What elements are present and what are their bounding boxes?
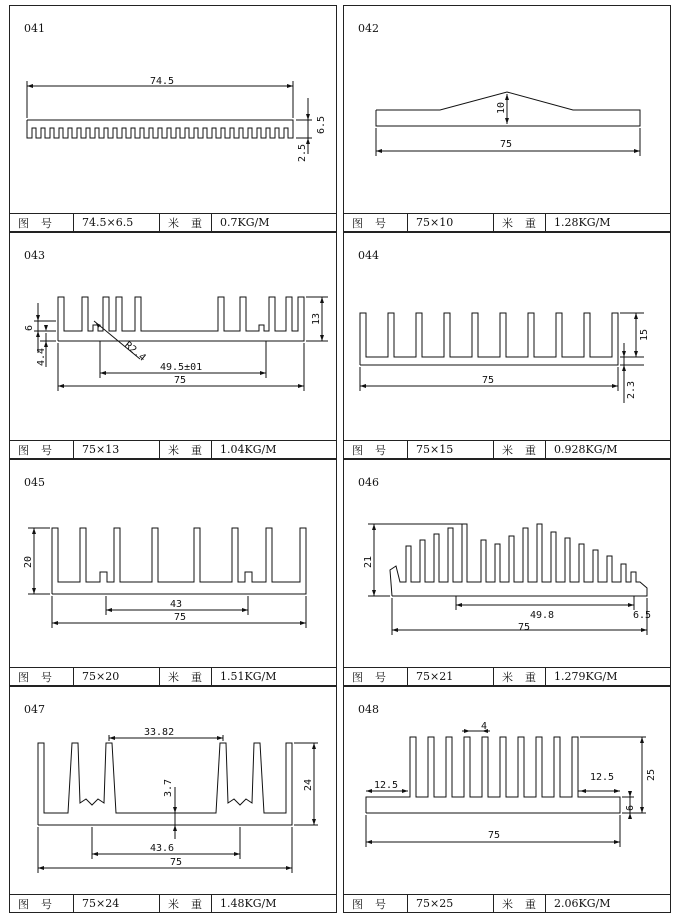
figure-label: 图号 [344, 441, 408, 458]
size-value: 75×21 [408, 668, 494, 685]
weight-label: 米重 [160, 668, 212, 685]
figure-label: 图号 [10, 668, 74, 685]
figure-number: 047 [24, 703, 45, 716]
dim-75: 75 [174, 375, 187, 386]
panel-042 [343, 5, 671, 232]
panel-046 [343, 459, 671, 686]
footer [344, 213, 670, 231]
footer [344, 894, 670, 912]
dim-24: 24 [303, 778, 314, 791]
dim-width: 75 [482, 375, 495, 386]
size-value: 75×24 [74, 895, 160, 912]
weight-value: 0.928KG/M [554, 443, 618, 456]
figure-number: 048 [358, 703, 379, 716]
profile-drawing-043 [10, 233, 336, 443]
panel-047 [9, 686, 337, 913]
profile-drawing-048 [344, 687, 670, 897]
dim-4.4: 4.4 [36, 347, 47, 366]
footer [10, 894, 336, 912]
dim-12.5-right: 12.5 [590, 772, 615, 783]
weight-label: 米重 [160, 895, 212, 912]
dim-6.5: 6.5 [633, 610, 652, 621]
dim-75: 75 [488, 830, 501, 841]
dim-height: 15 [639, 328, 650, 341]
weight-value: 1.04KG/M [220, 443, 277, 456]
profile-drawing-046 [344, 460, 670, 670]
size-value: 75×10 [408, 214, 494, 231]
weight-label: 米重 [494, 441, 546, 458]
panel-048 [343, 686, 671, 913]
figure-number: 041 [24, 22, 45, 35]
dim-49.5: 49.5±01 [160, 362, 203, 373]
profile-drawing-045 [10, 460, 336, 670]
dim-75: 75 [170, 857, 183, 868]
dim-75: 75 [518, 622, 531, 633]
weight-label: 米重 [494, 214, 546, 231]
weight-label: 米重 [160, 214, 212, 231]
dim-43.6: 43.6 [150, 843, 175, 854]
dim-6: 6 [24, 324, 35, 331]
dim-13: 13 [311, 312, 322, 325]
dim-height: 21 [363, 555, 374, 568]
footer [10, 667, 336, 685]
panel-041 [9, 5, 337, 232]
figure-label: 图号 [10, 214, 74, 231]
panel-043 [9, 232, 337, 459]
weight-value: 1.28KG/M [554, 216, 611, 229]
figure-number: 044 [358, 249, 379, 262]
dim-height: 20 [23, 555, 34, 568]
dim-75: 75 [174, 612, 187, 623]
size-value: 75×25 [408, 895, 494, 912]
dim-base: 2.3 [626, 380, 637, 399]
dim-radius: R2.4 [122, 339, 148, 364]
dim-3.7: 3.7 [163, 778, 174, 797]
dim-width: 74.5 [150, 76, 175, 87]
profile-drawing-047 [10, 687, 336, 897]
footer [10, 213, 336, 231]
dim-width: 75 [500, 139, 513, 150]
weight-label: 米重 [494, 895, 546, 912]
weight-label: 米重 [160, 441, 212, 458]
footer [344, 667, 670, 685]
dim-4: 4 [481, 721, 488, 732]
figure-label: 图号 [10, 895, 74, 912]
figure-number: 046 [358, 476, 379, 489]
profile-drawing-044 [344, 233, 670, 443]
dim-12.5-left: 12.5 [374, 780, 399, 791]
dim-height: 10 [496, 101, 507, 114]
figure-label: 图号 [344, 214, 408, 231]
weight-value: 0.7KG/M [220, 216, 270, 229]
figure-label: 图号 [344, 895, 408, 912]
footer [344, 440, 670, 458]
dim-base: 2.5 [297, 143, 308, 162]
dim-6: 6 [625, 804, 636, 811]
panel-044 [343, 232, 671, 459]
figure-number: 045 [24, 476, 45, 489]
weight-label: 米重 [494, 668, 546, 685]
weight-value: 2.06KG/M [554, 897, 611, 910]
figure-label: 图号 [344, 668, 408, 685]
dim-25: 25 [646, 768, 657, 781]
size-value: 75×15 [408, 441, 494, 458]
profile-drawing-041 [10, 6, 336, 216]
figure-number: 042 [358, 22, 379, 35]
figure-number: 043 [24, 249, 45, 262]
dim-height: 6.5 [316, 115, 327, 134]
dim-49.8: 49.8 [530, 610, 555, 621]
dim-43: 43 [170, 599, 183, 610]
size-value: 75×20 [74, 668, 160, 685]
figure-label: 图号 [10, 441, 74, 458]
weight-value: 1.279KG/M [554, 670, 618, 683]
profile-drawing-042 [344, 6, 670, 216]
weight-value: 1.48KG/M [220, 897, 277, 910]
size-value: 75×13 [74, 441, 160, 458]
footer [10, 440, 336, 458]
dim-33.82: 33.82 [144, 727, 175, 738]
panel-045 [9, 459, 337, 686]
size-value: 74.5×6.5 [74, 214, 160, 231]
weight-value: 1.51KG/M [220, 670, 277, 683]
